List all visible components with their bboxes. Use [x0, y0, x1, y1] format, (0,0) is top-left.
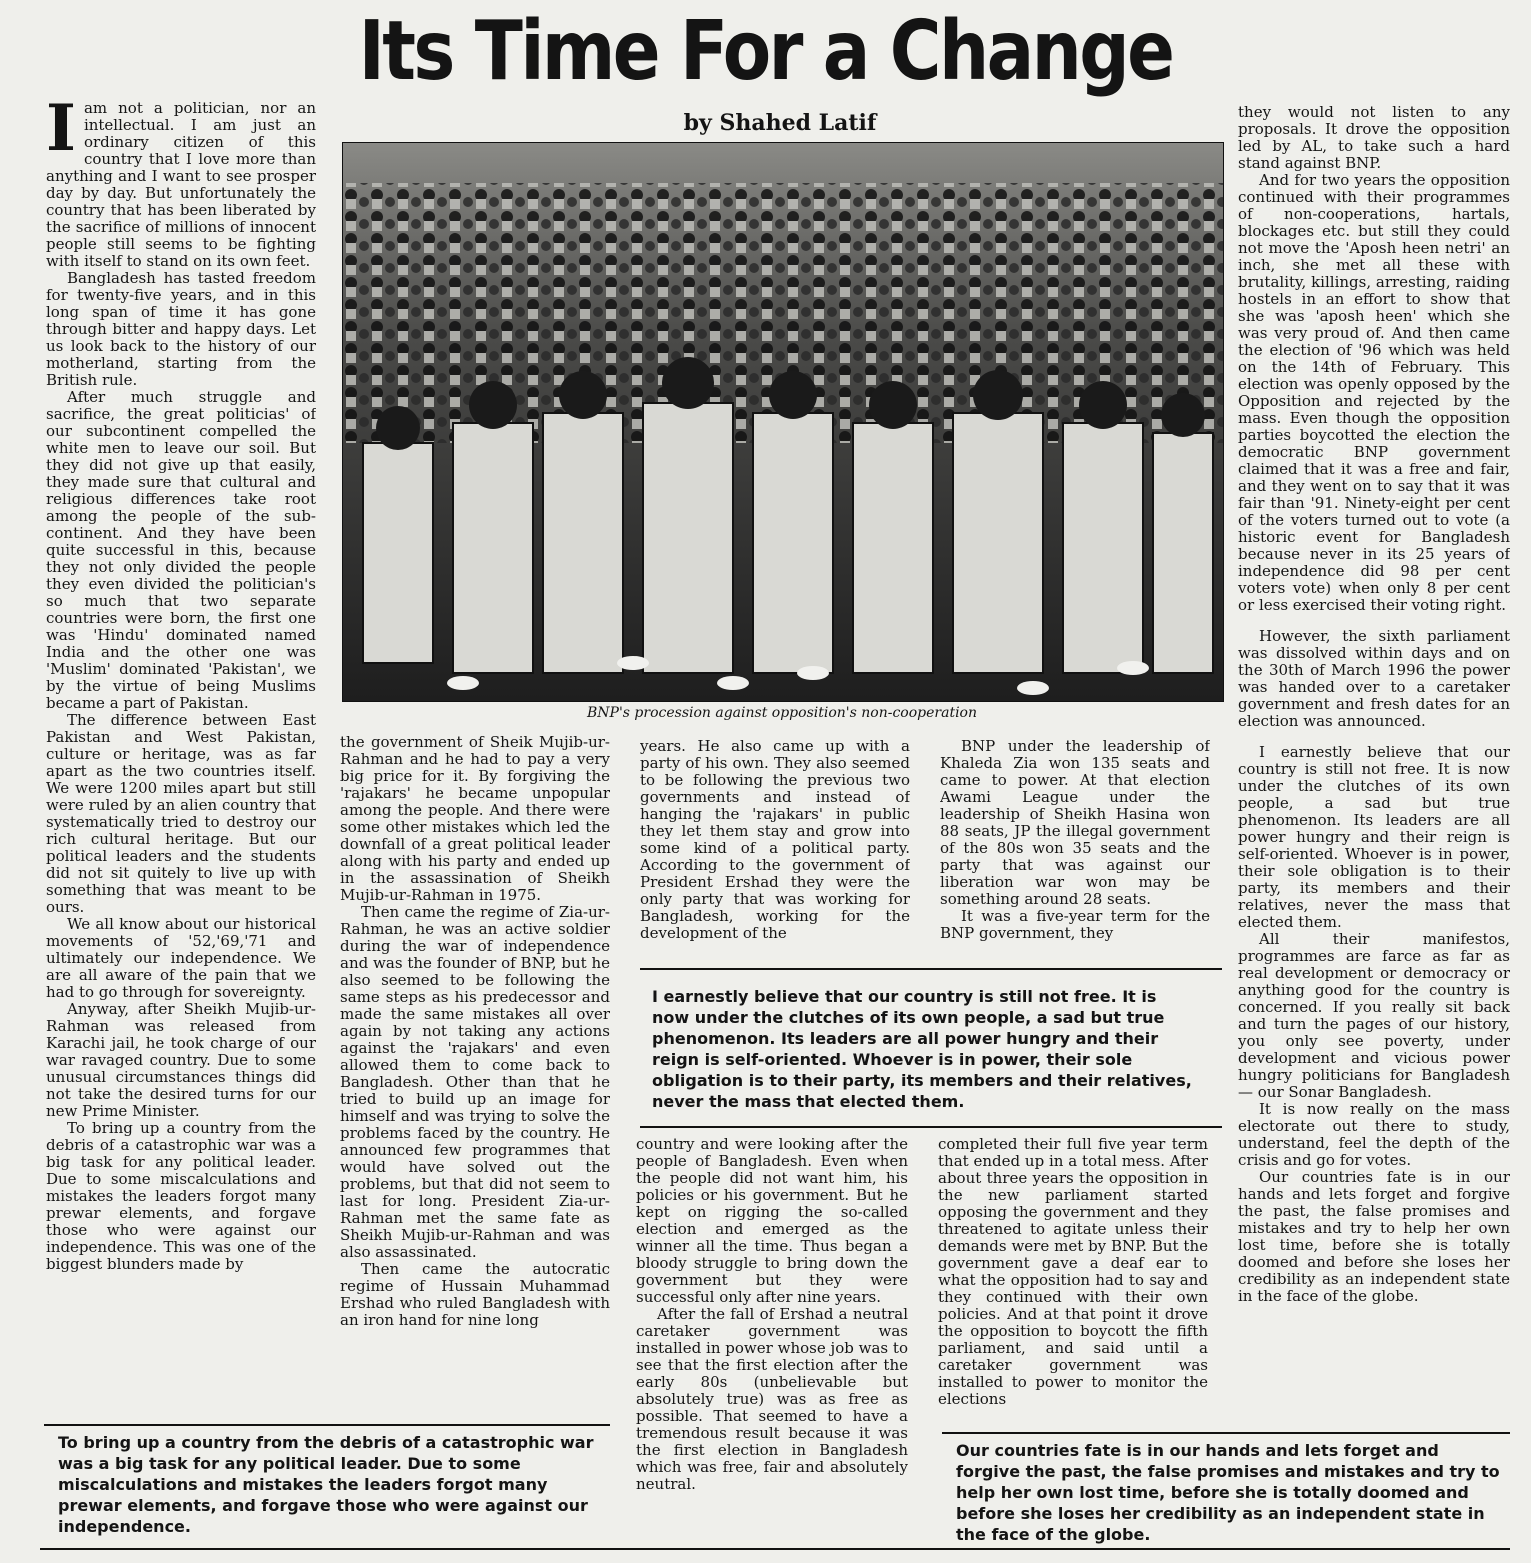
footer-rule — [40, 1548, 1510, 1550]
column-4-top — [940, 738, 1210, 963]
pullquote-center: I earnestly believe that our country is still not free. It is now under the clutches of its own people, a sad but true phenomenon. Its leaders are all power hungry and their reign is self-oriented. Whoever is in power, their sole obligation is to their party, its members and their relatives, never the mass that elected them. — [652, 987, 1192, 1111]
pullquote-bottom-rule — [640, 1126, 1222, 1128]
column-5 — [1238, 104, 1510, 1426]
column-5-paragraph: And for two years the opposition continued with their programmes of non-cooperations, hartals, blockages etc. but still they could not move the 'Aposh heen netri' an inch, she met all these with brutality, killings, arresting, raiding hostels in an effort to show that she was 'aposh heen' which she was very proud of. And then came the election of '96 which was held on the 14th of February. This election was openly opposed by the Opposition and rejected by the mass. Even though the opposition parties boycotted the election the democratic BNP government claimed that it was a free and fair, and they went on to say that it was fair than '91. Ninety-eight per cent of the voters turned out to vote (a historic event for Bangladesh because never in its 25 years of independence did 98 per cent voters vote) when only 8 per cent or less exercised their voting right. — [1238, 171, 1510, 614]
column-1-paragraph: Iam not a politician, nor an intellectual. I am just an ordinary citizen of this country that I love more than anything and I want to see prosper day by day. But unfortunately the country that has been liberated by the sacrifice of millions of innocent people still seems to be fighting with itself to stand on its own feet. — [46, 100, 316, 270]
column-5-paragraph: they would not listen to any proposals. It drove the opposition led by AL, to take such a hard stand against BNP. — [1238, 104, 1510, 172]
column-1-paragraph: The difference between East Pakistan and West Pakistan, culture or heritage, was as far apart as the two countries itself. We were 1200 miles apart but still were ruled by an alien country that systematically tried to destroy our rich cultural heritage. But our political leaders and the students did not sit quitely to live up with something that was meant to be ours. — [46, 711, 316, 916]
byline: by Shahed Latif — [683, 110, 877, 136]
column-5-paragraph: However, the sixth parliament was dissolved within days and on the 30th of March 1996 the power was handed over to a caretaker government and fresh dates for an election was announced. — [1238, 627, 1510, 730]
column-1-paragraph: After much struggle and sacrifice, the great politicias' of our subcontinent compelled the white men to leave our soil. But they did not give up that easily, they made sure that cultural and religious differences take root among the people of the sub-continent. And they have been quite successful in this, because they not only divided the people they even divided the politician's so much that two separate countries were born, the first one was 'Hindu' dominated named India and the other one was 'Muslim' dominated 'Pakistan', we by the virtue of being Muslims became a part of Pakistan. — [46, 388, 316, 712]
column-3-top — [640, 738, 910, 963]
pullquote-left: To bring up a country from the debris of a catastrophic war was a big task for any political leader. Due to some miscalculations and mistakes the leaders forgot many prewar elements, and forgave those who were against our independence. — [58, 1433, 594, 1536]
column-1-paragraph: To bring up a country from the debris of a catastrophic war was a big task for any political leader. Due to some miscalculations and mistakes the leaders forgot many prewar elements, and forgave those who were against our independence. This was one of the biggest blunders made by — [46, 1119, 316, 1273]
column-1-paragraph: Bangladesh has tasted freedom for twenty-five years, and in this long span of time it has gone through bitter and happy days. Let us look back to the history of our motherland, starting from the British rule. — [46, 269, 316, 389]
crowd-image — [343, 143, 1223, 701]
column-2-paragraph: the government of Sheik Mujib-ur-Rahman and he had to pay a very big price for it. By forgiving the 'rajakars' he became unpopular among the people. And there were some other mistakes which led the downfall of a great political leader along with his party and ended up in the assassination of Sheikh Mujib-ur-Rahman in 1975. — [340, 734, 610, 904]
column-2-paragraph: Then came the regime of Zia-ur-Rahman, he was an active soldier during the war of independence and was the founder of BNP, but he also seemed to be following the same steps as his predecessor and made the same mistakes all over again by not taking any actions against the 'rajakars' and even allowed them to come back to Bangladesh. Other than that he tried to build up an image for himself and was trying to solve the problems faced by the country. He announced few programmes that would have solved out the problems, but that did not seem to last for long. President Zia-ur-Rahman met the same fate as Sheikh Mujib-ur-Rahman and was also assassinated. — [340, 903, 610, 1261]
column-3-bottom — [636, 1136, 908, 1534]
pullquote-right-top-rule — [942, 1432, 1510, 1434]
column-4-bottom — [938, 1136, 1208, 1426]
column-2 — [340, 734, 610, 1418]
pullquote-top-rule — [640, 968, 1222, 970]
drop-cap: I — [46, 100, 76, 166]
column-3-paragraph: After the fall of Ershad a neutral caretaker government was installed in power whose job was to see that the first election after the early 80s (unbelievable but absolutely true) was as free as possible. That seemed to have a tremendous result because it was the first election in Bangladesh which was free, fair and absolutely neutral. — [636, 1305, 908, 1493]
pullquote-left-top-rule — [44, 1424, 610, 1426]
column-5-paragraph: All their manifestos, programmes are farce as far as real development or democracy or anything good for the country is concerned. If you really sit back and turn the pages of our history, you only see poverty, under development and vicious power hungry politicians for Bangladesh — our Sonar Bangladesh. — [1238, 930, 1510, 1101]
column-5-paragraph: Our countries fate is in our hands and lets forget and forgive the past, the false promises and mistakes and try to help her own lost time, before she is totally doomed and before she loses her credibility as an independent state in the face of the globe. — [1238, 1168, 1510, 1305]
pullquote-right: Our countries fate is in our hands and lets forget and forgive the past, the false promises and mistakes and try to help her own lost time, before she is totally doomed and before she loses her credibility as an independent state in the face of the globe. — [956, 1441, 1500, 1544]
column-4-paragraph: completed their full five year term that ended up in a total mess. After about three years the opposition in the new parliament started opposing the government and they threatened to agitate unless their demands were met by BNP. But the government gave a deaf ear to what the opposition had to say and they continued with their own policies. And at that point it drove the opposition to boycott the fifth parliament, and said until a caretaker government was installed to power to monitor the elections — [938, 1136, 1208, 1408]
column-4-paragraph: BNP under the leadership of Khaleda Zia won 135 seats and came to power. At that election Awami League under the leadership of Sheikh Hasina won 88 seats, JP the illegal government of the 80s won 35 seats and the party that was against our liberation war won may be something around 28 seats. — [940, 738, 1210, 908]
column-1-paragraph: Anyway, after Sheikh Mujib-ur-Rahman was released from Karachi jail, he took charge of our war ravaged country. Due to some unusual circumstances things did not take the desired turns for our new Prime Minister. — [46, 1000, 316, 1120]
column-3-paragraph: years. He also came up with a party of his own. They also seemed to be following the previous two governments and instead of hanging the 'rajakars' in public they let them stay and grow into some kind of a political party. According to the government of President Ershad they were the only party that was working for Bangladesh, working for the development of the — [640, 738, 910, 942]
headline: Its Time For a Change — [358, 4, 1173, 99]
column-1-paragraph: We all know about our historical movements of '52,'69,'71 and ultimately our independence. We are all aware of the pain that we had to go through for sovereignty. — [46, 915, 316, 1001]
column-3-paragraph: country and were looking after the people of Bangladesh. Even when the people did not want him, his policies or his government. But he kept on rigging the so-called election and emerged as the winner all the time. Thus began a bloody struggle to bring down the government but they were successful only after nine years. — [636, 1136, 908, 1306]
column-1 — [46, 100, 316, 1418]
column-5-paragraph: It is now really on the mass electorate out there to study, understand, feel the depth of the crisis and go for votes. — [1238, 1100, 1510, 1169]
photo-caption: BNP's procession against opposition's non-cooperation — [586, 705, 977, 721]
column-2-paragraph: Then came the autocratic regime of Hussain Muhammad Ershad who ruled Bangladesh with an iron hand for nine long — [340, 1260, 610, 1329]
column-4-paragraph: It was a five-year term for the BNP government, they — [940, 907, 1210, 942]
column-5-paragraph: I earnestly believe that our country is still not free. It is now under the clutches of its own people, a sad but true phenomenon. Its leaders are all power hungry and their reign is self-oriented. Whoever is in power, their sole obligation is to their party, its members and their relatives, never the mass that elected them. — [1238, 743, 1510, 931]
procession-photo — [342, 142, 1224, 702]
